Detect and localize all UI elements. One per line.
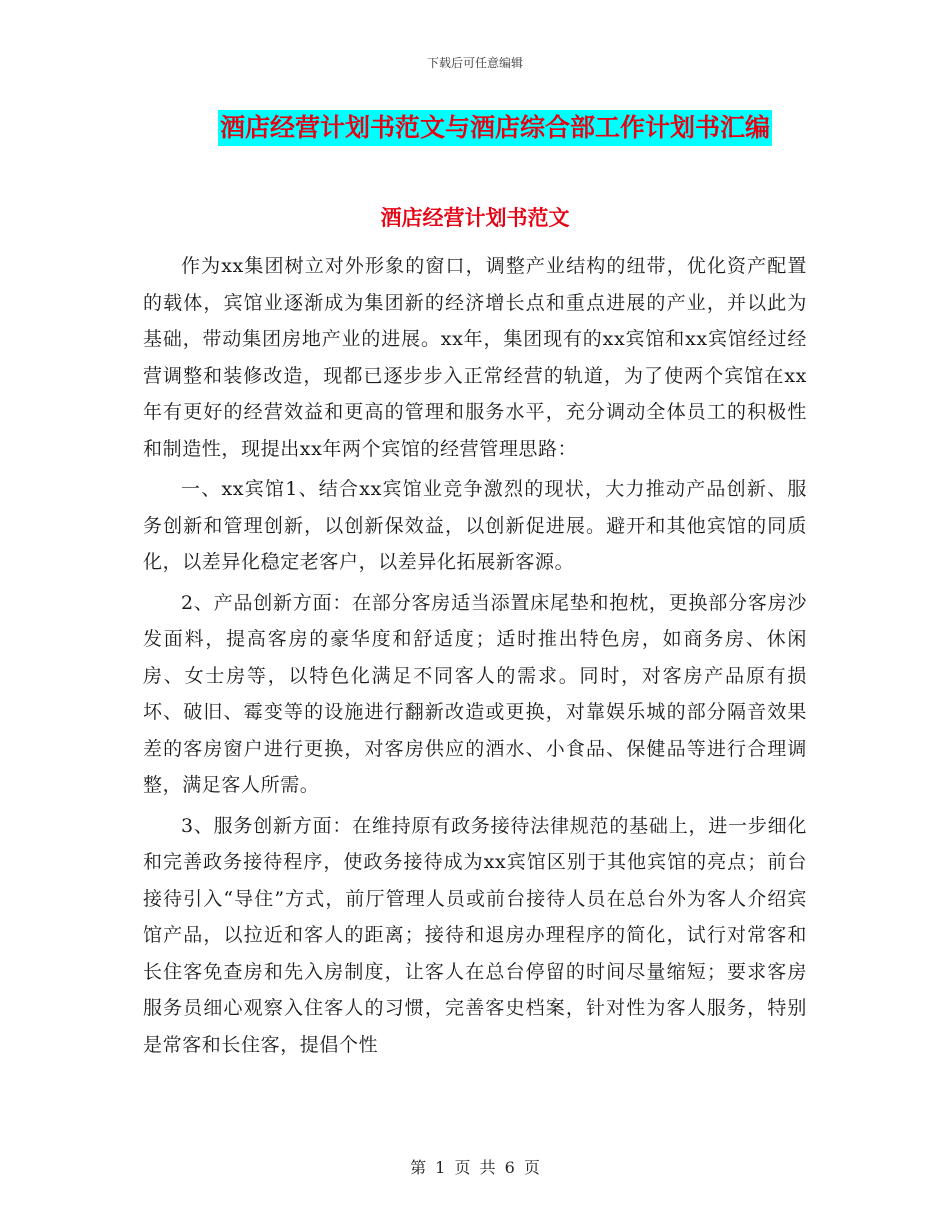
section-title: 酒店经营计划书范文 [380, 205, 570, 230]
document-title-container [0, 110, 950, 146]
page-header-note: 下载后可任意编辑 [426, 56, 523, 70]
paragraph: 3、服务创新方面：在维持原有政务接待法律规范的基础上，进一步细化和完善政务接待程序，使政务接待成为xx宾馆区别于其他宾馆的亮点；前台接待引入“导住”方式，前厅管理人员或前台接待人员在总台外为客人介绍宾馆产品，以拉近和客人的距离；接待和退房办理程序的简化，试行对常客和长住客免查房和先入房制度，让客人在总台停留的时间尽量缩短；要求客房服务员细心观察入住客人的习惯，完善客史档案，针对性为客人服务，特别是常客和长住客，提倡个性 [143, 814, 807, 1056]
document-body [143, 248, 807, 1067]
paragraph: 2、产品创新方面：在部分客房适当添置床尾垫和抱枕，更换部分客房沙发面料，提高客房的豪华度和舒适度；适时推出特色房，如商务房、休闲房、女士房等，以特色化满足不同客人的需求。同时，对客房产品原有损坏、破旧、霉变等的设施进行翻新改造或更换，对靠娱乐城的部分隔音效果差的客房窗户进行更换，对客房供应的酒水、小食品、保健品等进行合理调整，满足客人所需。 [143, 591, 807, 796]
page-number: 第 1 页 共 6 页 [410, 1158, 540, 1177]
paragraph: 一、xx宾馆1、结合xx宾馆业竞争激烈的现状，大力推动产品创新、服务创新和管理创新，以创新保效益，以创新促进展。避开和其他宾馆的同质化，以差异化稳定老客户，以差异化拓展新客源。 [143, 478, 807, 573]
document-title: 酒店经营计划书范文与酒店综合部工作计划书汇编 [218, 110, 772, 146]
paragraph: 作为xx集团树立对外形象的窗口，调整产业结构的纽带，优化资产配置的载体，宾馆业逐渐成为集团新的经济增长点和重点进展的产业，并以此为基础，带动集团房地产业的进展。xx年，集团现有的xx宾馆和xx宾馆经过经营调整和装修改造，现都已逐步步入正常经营的轨道，为了使两个宾馆在xx年有更好的经营效益和更高的管理和服务水平，充分调动全体员工的积极性和制造性，现提出xx年两个宾馆的经营管理思路： [143, 255, 807, 460]
